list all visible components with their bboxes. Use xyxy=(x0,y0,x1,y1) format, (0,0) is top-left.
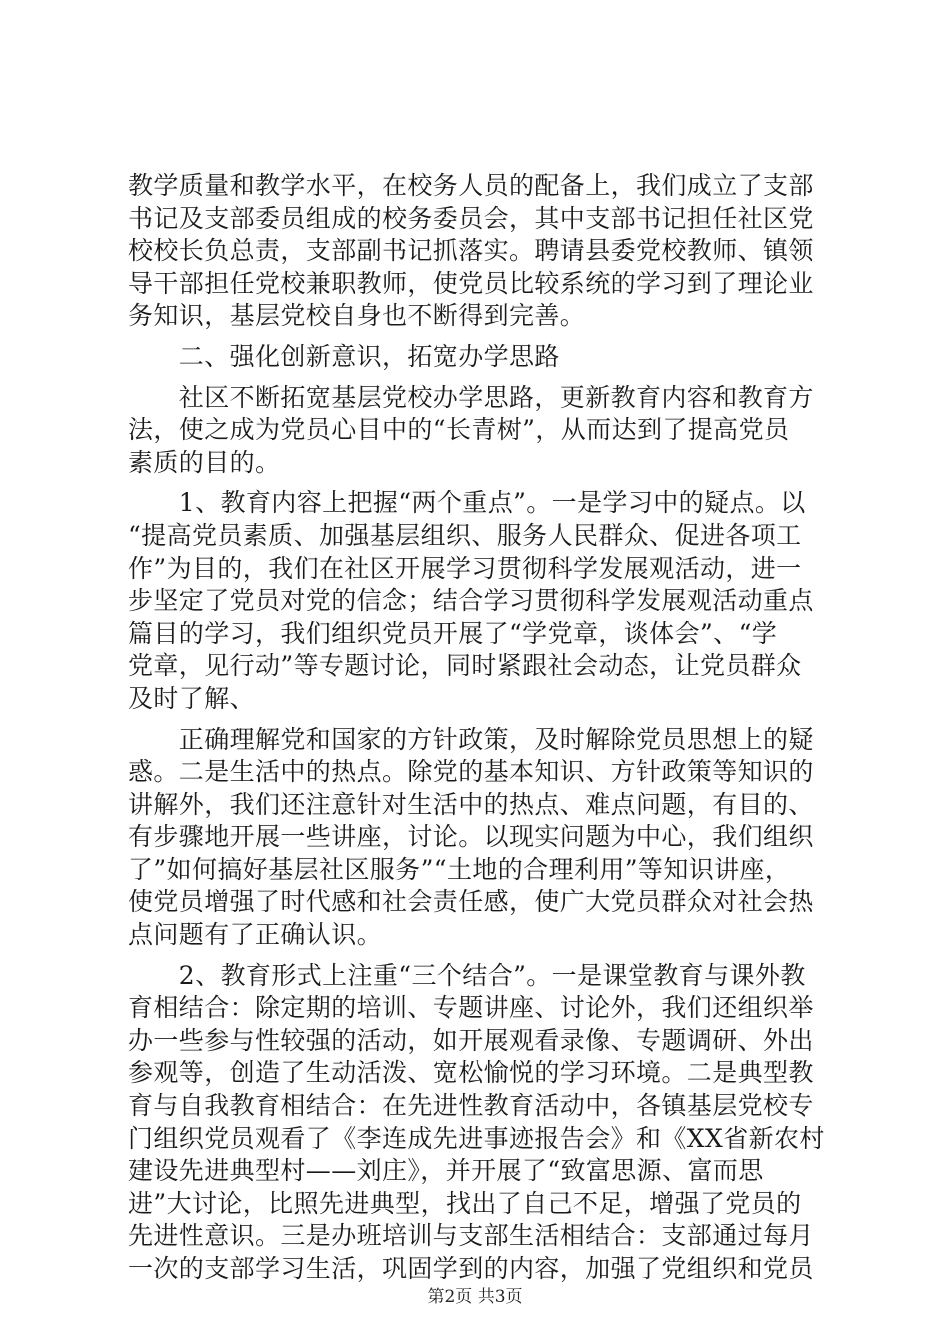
paragraph-intro xyxy=(128,382,828,480)
text-line: 党章，见行动”等专题讨论，同时紧跟社会动态，让党员群众 xyxy=(128,651,802,681)
document-body xyxy=(128,170,828,1286)
text-line: 篇目的学习，我们组织党员开展了“学党章，谈体会”、“学 xyxy=(128,618,778,648)
text-line: 1、教育内容上把握“两个重点”。一是学习中的疑点。以 xyxy=(128,488,806,518)
page-footer xyxy=(0,1282,950,1307)
page-number-label: 第2页 共3页 xyxy=(427,1287,523,1307)
text-line: 2、教育形式上注重“三个结合”。一是课堂教育与课外教 xyxy=(128,960,806,990)
text-line: 建设先进典型村——刘庄》，并开展了“致富思源、富而思 xyxy=(128,1156,764,1186)
text-line: 法，使之成为党员心目中的“长青树”，从而达到了提高党员 xyxy=(128,415,790,445)
text-line: 社区不断拓宽基层党校办学思路，更新教育内容和教育方 xyxy=(128,382,814,412)
text-line: 素质的目的。 xyxy=(128,447,281,477)
text-line: 讲解外，我们还注意针对生活中的热点、难点问题，有目的、 xyxy=(128,789,814,819)
text-line: 务知识，基层党校自身也不断得到完善。 xyxy=(128,301,586,331)
section-heading-text: 二、强化创新意识，拓宽办学思路 xyxy=(128,341,560,371)
text-line: 导干部担任党校兼职教师，使党员比较系统的学习到了理论业 xyxy=(128,268,814,298)
text-line: 办一些参与性较强的活动，如开展观看录像、专题调研、外出 xyxy=(128,1025,814,1055)
section-heading-2 xyxy=(128,341,828,374)
text-line: 正确理解党和国家的方针政策，及时解除党员思想上的疑 xyxy=(128,724,814,754)
paragraph-content-focus xyxy=(128,487,828,715)
text-line: 校校长负总责，支部副书记抓落实。聘请县委党校教师、镇领 xyxy=(128,236,814,266)
paragraph-school-staffing xyxy=(128,170,828,333)
text-line: 先进性意识。三是办班培训与支部生活相结合：支部通过每月 xyxy=(128,1221,814,1251)
text-line: 有步骤地开展一些讲座，讨论。以现实问题为中心，我们组织 xyxy=(128,822,814,852)
text-line: 一次的支部学习生活，巩固学到的内容，加强了党组织和党员 xyxy=(128,1254,814,1283)
text-line: 步坚定了党员对党的信念；结合学习贯彻科学发展观活动重点 xyxy=(128,586,814,616)
paragraph-hot-topics xyxy=(128,724,828,952)
text-line: 参观等，创造了生动活泼、宽松愉悦的学习环境。二是典型教 xyxy=(128,1058,814,1088)
text-line: 及时了解、 xyxy=(128,683,256,713)
text-line: 育相结合：除定期的培训、专题讲座、讨论外，我们还组织举 xyxy=(128,993,814,1023)
text-line: 惑。二是生活中的热点。除党的基本知识、方针政策等知识的 xyxy=(128,757,814,787)
text-line: “提高党员素质、加强基层组织、服务人民群众、促进各项工 xyxy=(128,520,802,550)
text-line: 了”如何搞好基层社区服务”“土地的合理利用”等知识讲座， xyxy=(128,854,791,884)
text-line: 进”大讨论，比照先进典型，找出了自己不足，增强了党员的 xyxy=(128,1188,802,1218)
text-line: 门组织党员观看了《李连成先进事迹报告会》和《XX省新农村 xyxy=(128,1123,825,1153)
text-line: 教学质量和教学水平，在校务人员的配备上，我们成立了支部 xyxy=(128,171,814,200)
text-line: 使党员增强了时代感和社会责任感，使广大党员群众对社会热 xyxy=(128,887,814,917)
text-line: 点问题有了正确认识。 xyxy=(128,920,383,950)
paragraph-education-forms xyxy=(128,960,828,1286)
text-line: 书记及支部委员组成的校务委员会，其中支部书记担任社区党 xyxy=(128,203,814,233)
text-line: 作”为目的，我们在社区开展学习贯彻科学发展观活动，进一 xyxy=(128,553,802,583)
text-line: 育与自我教育相结合：在先进性教育活动中，各镇基层党校专 xyxy=(128,1091,814,1121)
